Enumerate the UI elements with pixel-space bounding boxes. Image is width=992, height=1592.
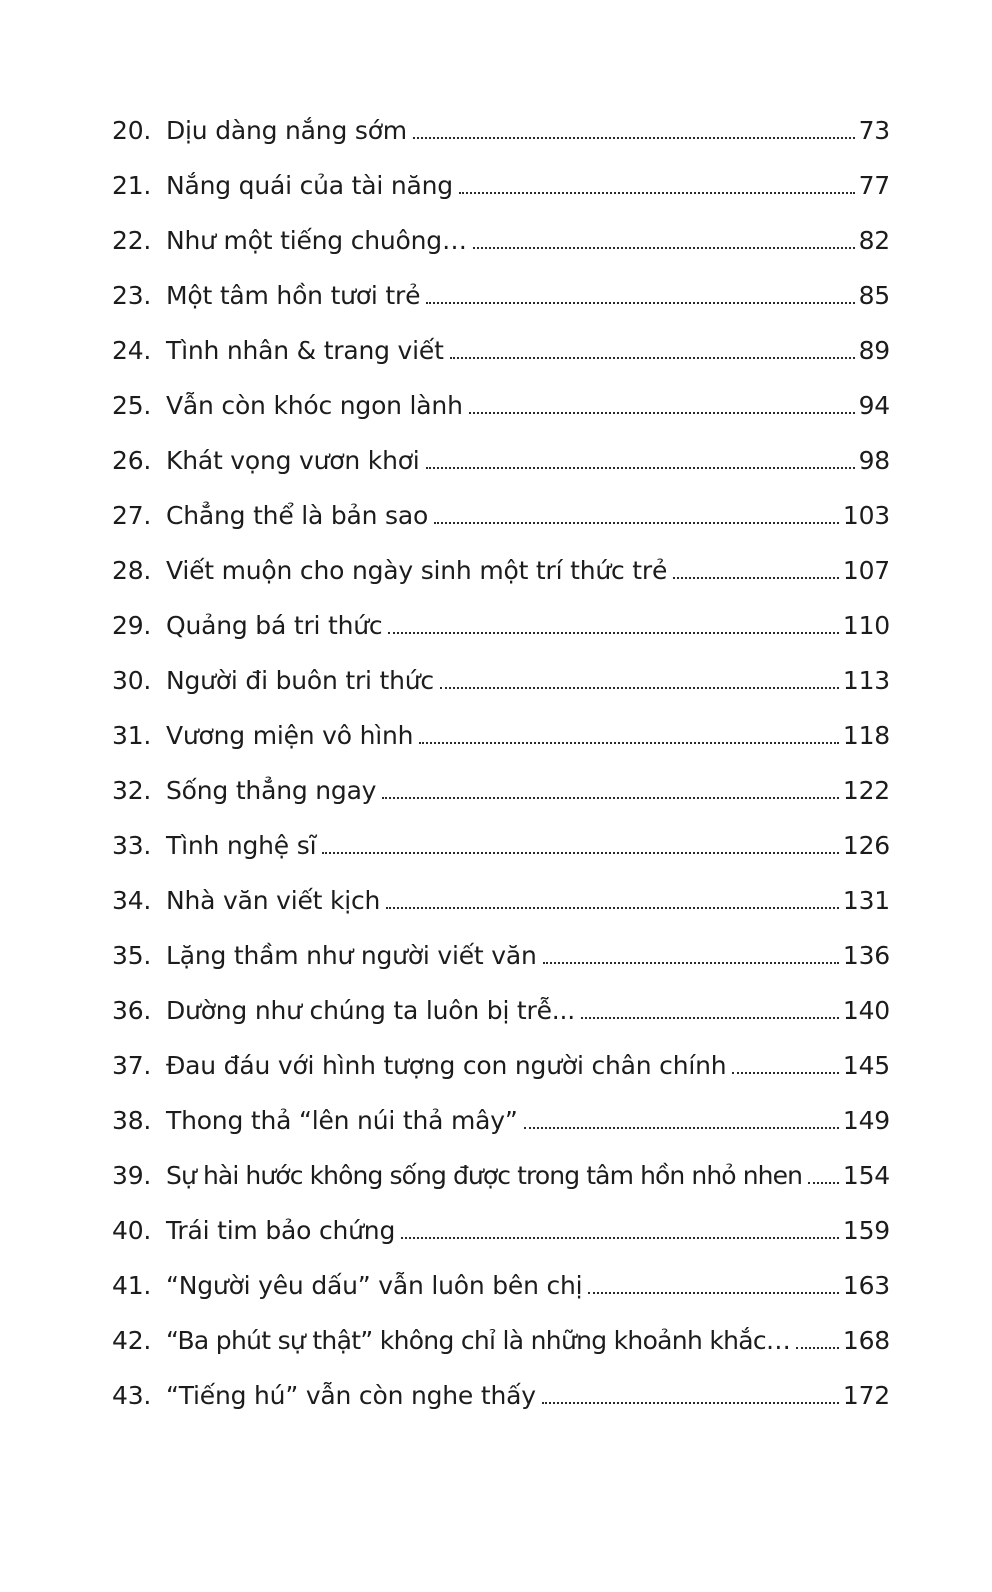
dot-leader bbox=[434, 522, 839, 524]
entry-number: 20. bbox=[112, 116, 152, 145]
entry-page-number: 73 bbox=[858, 116, 890, 145]
dot-leader bbox=[732, 1072, 838, 1074]
dot-leader bbox=[401, 1237, 839, 1239]
entry-title: Sống thẳng ngay bbox=[166, 776, 377, 805]
toc-entry bbox=[112, 326, 890, 366]
toc-entry bbox=[112, 436, 890, 476]
entry-number: 36. bbox=[112, 996, 152, 1025]
entry-page-number: 77 bbox=[858, 171, 890, 200]
entry-number: 37. bbox=[112, 1051, 152, 1080]
entry-number: 38. bbox=[112, 1106, 152, 1135]
entry-page-number: 145 bbox=[842, 1051, 890, 1080]
toc-entry bbox=[112, 106, 890, 146]
toc-entry bbox=[112, 161, 890, 201]
entry-title: Vẫn còn khóc ngon lành bbox=[166, 391, 463, 420]
entry-number: 23. bbox=[112, 281, 152, 310]
entry-page-number: 149 bbox=[842, 1106, 890, 1135]
dot-leader bbox=[386, 907, 839, 909]
entry-title: Nhà văn viết kịch bbox=[166, 886, 381, 915]
entry-page-number: 94 bbox=[858, 391, 890, 420]
entry-page-number: 82 bbox=[858, 226, 890, 255]
entry-number: 24. bbox=[112, 336, 152, 365]
entry-number: 43. bbox=[112, 1381, 152, 1410]
entry-title: “Người yêu dấu” vẫn luôn bên chị bbox=[166, 1271, 583, 1300]
toc-entry bbox=[112, 1151, 890, 1191]
entry-title: Vương miện vô hình bbox=[166, 721, 414, 750]
entry-title: Khát vọng vươn khơi bbox=[166, 446, 420, 475]
entry-number: 31. bbox=[112, 721, 152, 750]
toc-entry bbox=[112, 601, 890, 641]
entry-page-number: 110 bbox=[842, 611, 890, 640]
entry-page-number: 172 bbox=[842, 1381, 890, 1410]
toc-entry bbox=[112, 1371, 890, 1411]
entry-number: 26. bbox=[112, 446, 152, 475]
entry-number: 41. bbox=[112, 1271, 152, 1300]
entry-page-number: 163 bbox=[842, 1271, 890, 1300]
entry-page-number: 107 bbox=[842, 556, 890, 585]
toc-entry bbox=[112, 216, 890, 256]
toc-entry bbox=[112, 1041, 890, 1081]
dot-leader bbox=[419, 742, 839, 744]
toc-entry bbox=[112, 711, 890, 751]
entry-title: Đau đáu với hình tượng con người chân chính bbox=[166, 1051, 727, 1080]
dot-leader bbox=[382, 797, 839, 799]
entry-page-number: 113 bbox=[842, 666, 890, 695]
toc-entry bbox=[112, 1316, 890, 1356]
entry-number: 21. bbox=[112, 171, 152, 200]
entry-title: Trái tim bảo chứng bbox=[166, 1216, 396, 1245]
entry-title: Sự hài hước không sống được trong tâm hồn nhỏ nhen bbox=[166, 1161, 803, 1190]
entry-page-number: 136 bbox=[842, 941, 890, 970]
entry-page-number: 85 bbox=[858, 281, 890, 310]
entry-number: 25. bbox=[112, 391, 152, 420]
entry-number: 39. bbox=[112, 1161, 152, 1190]
entry-title: Tình nhân & trang viết bbox=[166, 336, 444, 365]
dot-leader bbox=[413, 137, 855, 139]
entry-page-number: 140 bbox=[842, 996, 890, 1025]
dot-leader bbox=[459, 192, 855, 194]
entry-number: 42. bbox=[112, 1326, 152, 1355]
toc-entry bbox=[112, 271, 890, 311]
entry-title: Lặng thầm như người viết văn bbox=[166, 941, 537, 970]
toc-entry bbox=[112, 491, 890, 531]
toc-entry bbox=[112, 821, 890, 861]
entry-page-number: 98 bbox=[858, 446, 890, 475]
entry-title: Nắng quái của tài năng bbox=[166, 171, 453, 200]
toc-entry bbox=[112, 381, 890, 421]
entry-number: 27. bbox=[112, 501, 152, 530]
dot-leader bbox=[450, 357, 855, 359]
dot-leader bbox=[542, 1402, 839, 1404]
entry-page-number: 118 bbox=[842, 721, 890, 750]
entry-title: “Ba phút sự thật” không chỉ là những khoảnh khắc… bbox=[166, 1326, 791, 1355]
dot-leader bbox=[581, 1017, 839, 1019]
entry-page-number: 131 bbox=[842, 886, 890, 915]
entry-title: Người đi buôn tri thức bbox=[166, 666, 434, 695]
entry-page-number: 103 bbox=[842, 501, 890, 530]
dot-leader bbox=[426, 302, 854, 304]
entry-number: 30. bbox=[112, 666, 152, 695]
entry-title: Chẳng thể là bản sao bbox=[166, 501, 429, 530]
entry-title: Một tâm hồn tươi trẻ bbox=[166, 281, 421, 310]
dot-leader bbox=[426, 467, 855, 469]
dot-leader bbox=[543, 962, 839, 964]
entry-title: “Tiếng hú” vẫn còn nghe thấy bbox=[166, 1381, 536, 1410]
entry-page-number: 154 bbox=[842, 1161, 890, 1190]
entry-title: Thong thả “lên núi thả mây” bbox=[166, 1106, 518, 1135]
entry-number: 22. bbox=[112, 226, 152, 255]
toc-entry bbox=[112, 1206, 890, 1246]
toc-entry bbox=[112, 656, 890, 696]
dot-leader bbox=[588, 1292, 838, 1294]
entry-title: Dường như chúng ta luôn bị trễ... bbox=[166, 996, 576, 1025]
entry-page-number: 89 bbox=[858, 336, 890, 365]
dot-leader bbox=[322, 852, 839, 854]
dot-leader bbox=[673, 577, 839, 579]
toc-entry bbox=[112, 931, 890, 971]
dot-leader bbox=[388, 632, 838, 634]
dot-leader bbox=[473, 247, 855, 249]
entry-title: Như một tiếng chuông… bbox=[166, 226, 467, 255]
dot-leader bbox=[808, 1182, 839, 1184]
toc-entry bbox=[112, 1096, 890, 1136]
entry-title: Dịu dàng nắng sớm bbox=[166, 116, 407, 145]
entry-title: Viết muộn cho ngày sinh một trí thức trẻ bbox=[166, 556, 668, 585]
entry-title: Quảng bá tri thức bbox=[166, 611, 383, 640]
entry-number: 34. bbox=[112, 886, 152, 915]
toc-entry bbox=[112, 766, 890, 806]
toc-entry bbox=[112, 986, 890, 1026]
entry-number: 40. bbox=[112, 1216, 152, 1245]
entry-title: Tình nghệ sĩ bbox=[166, 831, 317, 860]
entry-page-number: 168 bbox=[842, 1326, 890, 1355]
dot-leader bbox=[796, 1347, 839, 1349]
entry-number: 35. bbox=[112, 941, 152, 970]
entry-page-number: 159 bbox=[842, 1216, 890, 1245]
entry-number: 28. bbox=[112, 556, 152, 585]
dot-leader bbox=[469, 412, 855, 414]
entry-number: 33. bbox=[112, 831, 152, 860]
entry-page-number: 126 bbox=[842, 831, 890, 860]
dot-leader bbox=[524, 1127, 839, 1129]
toc-entry bbox=[112, 1261, 890, 1301]
toc-entry bbox=[112, 546, 890, 586]
entry-number: 32. bbox=[112, 776, 152, 805]
dot-leader bbox=[440, 687, 839, 689]
entry-number: 29. bbox=[112, 611, 152, 640]
toc-entry bbox=[112, 876, 890, 916]
entry-page-number: 122 bbox=[842, 776, 890, 805]
